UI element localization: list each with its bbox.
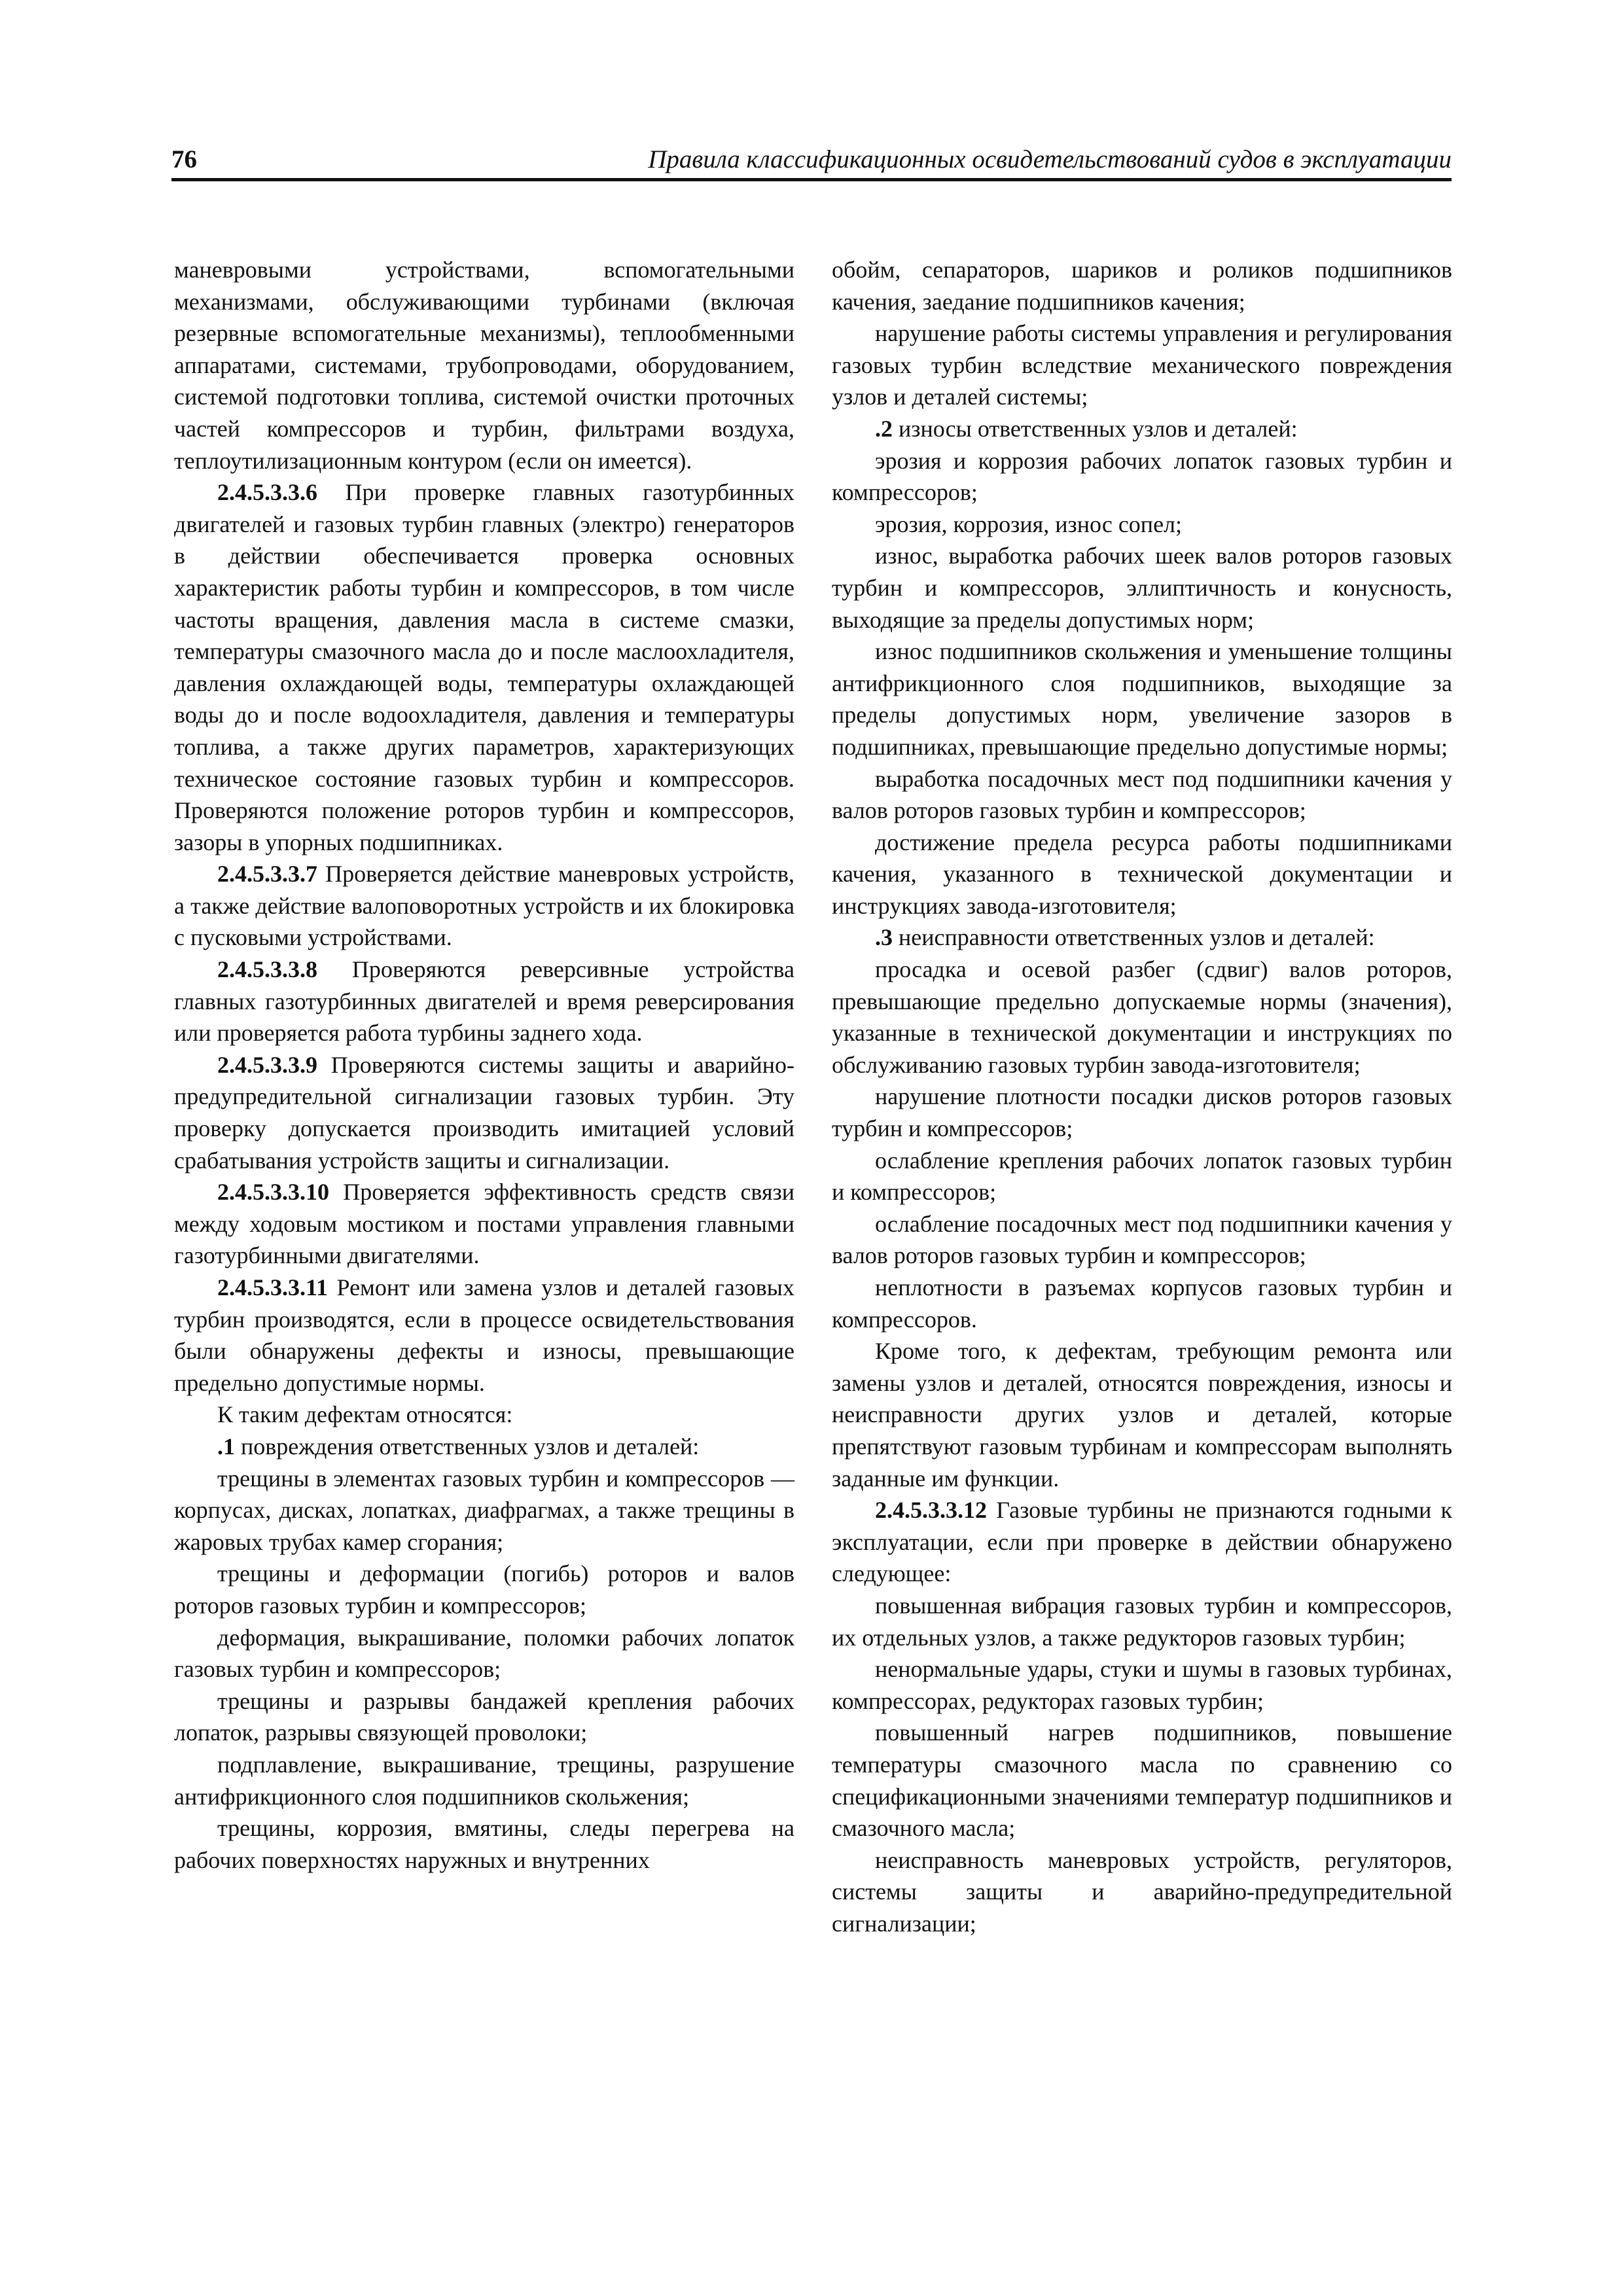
clause-number: 2.4.5.3.3.12 — [875, 1497, 987, 1524]
page-header — [171, 143, 1452, 177]
list-item: ослабление крепления рабочих лопаток газовых турбин и компрессоров; — [832, 1147, 1452, 1206]
clause-2-4-5-3-3-6 — [174, 476, 794, 858]
clause-number: 2.4.5.3.3.9 — [217, 1051, 317, 1078]
right-column — [832, 254, 1452, 1939]
list-heading-text: неисправности ответственных узлов и деталей: — [893, 924, 1375, 951]
clause-2-4-5-3-3-8 — [174, 954, 794, 1049]
list-item: эрозия, коррозия, износ сопел; — [875, 511, 1183, 537]
page-number: 76 — [171, 145, 197, 173]
list-item: нарушение плотности посадки дисков роторов газовых турбин и компрессоров; — [832, 1083, 1452, 1142]
list-item: повышенный нагрев подшипников, повышение температуры смазочного масла по сравнению со спецификационными значениями температур подшипников и смазочного масла; — [832, 1719, 1452, 1842]
clause-number: 2.4.5.3.3.7 — [217, 861, 317, 888]
clause-text: При проверке главных газотурбинных двигателей и газовых турбин главных (электро) генераторов в действии обеспечивается проверка основных характеристик работы турбин и компрессоров, в том числе частоты вращения, давления масла в системе смазки, температуры смазочного масла до и после маслоохладителя, давления охлаждающей воды, температуры охлаждающей воды до и после водоохладителя, давления и температуры топлива, а также других параметров, характеризующих техническое состояние газовых турбин и компрессоров. Проверяются положение роторов турбин и компрессоров, зазоры в упорных подшипниках. — [174, 479, 794, 855]
list-heading-3 — [832, 922, 1452, 954]
list-number: .1 — [217, 1433, 235, 1460]
clause-number: 2.4.5.3.3.6 — [217, 479, 317, 506]
clause-text: Проверяется действие маневровых устройств, а также действие валоповоротных устройств и их блокировка с пусковыми устройствами. — [174, 861, 794, 951]
clause-text: Газовые турбины не признаются годными к эксплуатации, если при проверке в действии обнаружено следующее: — [832, 1497, 1452, 1587]
list-heading-2 — [832, 413, 1452, 445]
list-item: ненормальные удары, стуки и шумы в газовых турбинах, компрессорах, редукторах газовых турбин; — [832, 1656, 1452, 1714]
clause-number: 2.4.5.3.3.10 — [217, 1179, 329, 1206]
clause-text: Проверяется эффективность средств связи между ходовым мостиком и постами управления главными газотурбинными двигателями. — [174, 1179, 794, 1269]
list-item: трещины в элементах газовых турбин и компрессоров — корпусах, дисках, лопатках, диафрагмах, а также трещины в жаровых трубах камер сгорания; — [174, 1465, 794, 1555]
list-number: .3 — [875, 924, 893, 951]
list-item: достижение предела ресурса работы подшипниками качения, указанного в технической документации и инструкциях завода-изготовителя; — [832, 829, 1452, 919]
clause-2-4-5-3-3-12 — [832, 1494, 1452, 1590]
running-title: Правила классификационных освидетельствований судов в эксплуатации — [648, 145, 1452, 173]
list-heading-text: износы ответственных узлов и деталей: — [893, 415, 1298, 442]
paragraph: обойм, сепараторов, шариков и роликов подшипников качения, заедание подшипников качения; — [832, 257, 1452, 315]
clause-text: Проверяются системы защиты и аварийно-предупредительной сигнализации газовых турбин. Эту проверку допускается производить имитацией условий срабатывания устройств защиты и сигнализации. — [174, 1051, 794, 1174]
list-item: эрозия и коррозия рабочих лопаток газовых турбин и компрессоров; — [832, 447, 1452, 506]
list-number: .2 — [875, 415, 893, 442]
paragraph: маневровыми устройствами, вспомогательными механизмами, обслуживающими турбинами (включая резервные вспомогательные механизмы), теплообменными аппаратами, системами, трубопроводами, оборудованием, системой подготовки топлива, системой очистки проточных частей компрессоров и турбин, фильтрами воздуха, теплоутилизационным контуром (если он имеется). — [174, 257, 794, 474]
list-heading-text: повреждения ответственных узлов и деталей: — [235, 1433, 700, 1460]
paragraph: К таким дефектам относятся: — [217, 1401, 513, 1428]
list-item: деформация, выкрашивание, поломки рабочих лопаток газовых турбин и компрессоров; — [174, 1624, 794, 1683]
header-rule — [171, 178, 1452, 181]
clause-2-4-5-3-3-9 — [174, 1049, 794, 1176]
list-item: ослабление посадочных мест под подшипники качения у валов роторов газовых турбин и компрессоров; — [832, 1210, 1452, 1269]
list-item: повышенная вибрация газовых турбин и компрессоров, их отдельных узлов, а также редукторов газовых турбин; — [832, 1592, 1452, 1651]
paragraph: Кроме того, к дефектам, требующим ремонта или замены узлов и деталей, относятся повреждения, износы и неисправности других узлов и деталей, которые препятствуют газовым турбинам и компрессорам выполнять заданные им функции. — [832, 1338, 1452, 1492]
clause-text: Проверяются реверсивные устройства главных газотурбинных двигателей и время реверсирования или проверяется работа турбины заднего хода. — [174, 956, 794, 1047]
list-item: неисправность маневровых устройств, регуляторов, системы защиты и аварийно-предупредительной сигнализации; — [832, 1846, 1452, 1937]
clause-2-4-5-3-3-11 — [174, 1272, 794, 1399]
list-item: износ подшипников скольжения и уменьшение толщины антифрикционного слоя подшипников, выходящие за пределы допустимых норм, увеличение зазоров в подшипниках, превышающие предельно допустимые нормы; — [832, 638, 1452, 760]
clause-2-4-5-3-3-10 — [174, 1176, 794, 1272]
list-item: трещины и деформации (погибь) роторов и валов роторов газовых турбин и компрессоров; — [174, 1560, 794, 1619]
list-item: нарушение работы системы управления и регулирования газовых турбин вследствие механического повреждения узлов и деталей системы; — [832, 320, 1452, 410]
list-item: износ, выработка рабочих шеек валов роторов газовых турбин и компрессоров, эллиптичность и конусность, выходящие за пределы допустимых норм; — [832, 543, 1452, 633]
list-item: подплавление, выкрашивание, трещины, разрушение антифрикционного слоя подшипников скольжения; — [174, 1751, 794, 1810]
left-column — [174, 254, 794, 1876]
clause-text: Ремонт или замена узлов и деталей газовых турбин производятся, если в процессе освидетельствования были обнаружены дефекты и износы, превышающие предельно допустимые нормы. — [174, 1274, 794, 1396]
list-heading-1 — [174, 1431, 794, 1463]
list-item: просадка и осевой разбег (сдвиг) валов роторов, превышающие предельно допускаемые нормы (значения), указанные в технической документации и инструкциях по обслуживанию газовых турбин завода-изготовителя; — [832, 956, 1452, 1078]
list-item: трещины, коррозия, вмятины, следы перегрева на рабочих поверхностях наружных и внутренних — [174, 1815, 794, 1873]
list-item: выработка посадочных мест под подшипники качения у валов роторов газовых турбин и компрессоров; — [832, 765, 1452, 824]
list-item: неплотности в разъемах корпусов газовых турбин и компрессоров. — [832, 1274, 1452, 1333]
list-item: трещины и разрывы бандажей крепления рабочих лопаток, разрывы связующей проволоки; — [174, 1687, 794, 1746]
clause-2-4-5-3-3-7 — [174, 858, 794, 954]
clause-number: 2.4.5.3.3.11 — [217, 1274, 329, 1300]
clause-number: 2.4.5.3.3.8 — [217, 956, 317, 983]
